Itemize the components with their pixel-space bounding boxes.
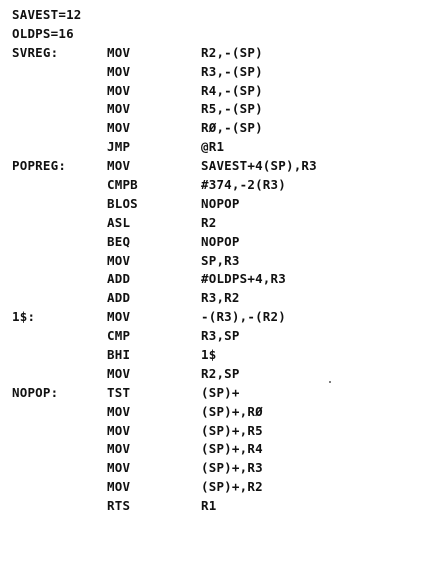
line-opcode: BHI (107, 347, 131, 363)
line-opcode: MOV (107, 44, 131, 60)
line-operand: R1 (201, 498, 217, 514)
line-label: NOPOP: (12, 384, 59, 400)
line-operand: -(R3),-(R2) (201, 309, 286, 325)
line-operand: (SP)+,R5 (201, 422, 263, 438)
scan-speck (329, 381, 331, 383)
line-opcode: BEQ (107, 233, 131, 249)
line-opcode: MOV (107, 120, 131, 136)
line-operand: @R1 (201, 139, 225, 155)
line-opcode: TST (107, 384, 131, 400)
line-opcode: ADD (107, 271, 131, 287)
line-operand: R3,-(SP) (201, 63, 263, 79)
line-operand: R3,R2 (201, 290, 240, 306)
line-label: 1$: (12, 309, 36, 325)
line-label: SAVEST=12 (12, 7, 82, 22)
line-operand: R5,-(SP) (201, 101, 263, 117)
line-operand: #OLDPS+4,R3 (201, 271, 286, 287)
line-opcode: CMPB (107, 177, 138, 193)
line-opcode: MOV (107, 441, 131, 457)
line-opcode: ASL (107, 214, 131, 230)
line-operand: (SP)+,R2 (201, 479, 263, 495)
line-operand: NOPOP (201, 195, 240, 211)
line-opcode: MOV (107, 101, 131, 117)
line-opcode: RTS (107, 498, 131, 514)
line-operand: (SP)+ (201, 384, 240, 400)
line-opcode: CMP (107, 328, 131, 344)
line-operand: (SP)+,R4 (201, 441, 263, 457)
line-operand: R4,-(SP) (201, 82, 263, 98)
line-opcode: MOV (107, 479, 131, 495)
line-label: POPREG: (12, 158, 67, 174)
line-opcode: BLOS (107, 195, 138, 211)
line-opcode: MOV (107, 365, 131, 381)
line-opcode: ADD (107, 290, 131, 306)
line-operand: SP,R3 (201, 252, 240, 268)
line-operand: RØ,-(SP) (201, 120, 263, 136)
line-operand: 1$ (201, 347, 217, 363)
line-opcode: MOV (107, 63, 131, 79)
line-operand: R2,SP (201, 365, 240, 381)
line-opcode: MOV (107, 82, 131, 98)
line-operand: NOPOP (201, 233, 240, 249)
line-operand: (SP)+,R3 (201, 460, 263, 476)
line-opcode: MOV (107, 403, 131, 419)
line-operand: R2 (201, 214, 217, 230)
line-label: OLDPS=16 (12, 25, 74, 41)
line-operand: SAVEST+4(SP),R3 (201, 158, 317, 174)
line-opcode: MOV (107, 309, 131, 325)
line-operand: R2,-(SP) (201, 44, 263, 60)
line-operand: #374,-2(R3) (201, 177, 286, 193)
line-label: SVREG: (12, 44, 59, 60)
line-opcode: MOV (107, 460, 131, 476)
line-operand: (SP)+,RØ (201, 403, 263, 419)
line-opcode: MOV (107, 422, 131, 438)
line-opcode: JMP (107, 139, 131, 155)
line-opcode: MOV (107, 252, 131, 268)
line-operand: R3,SP (201, 328, 240, 344)
line-opcode: MOV (107, 158, 131, 174)
